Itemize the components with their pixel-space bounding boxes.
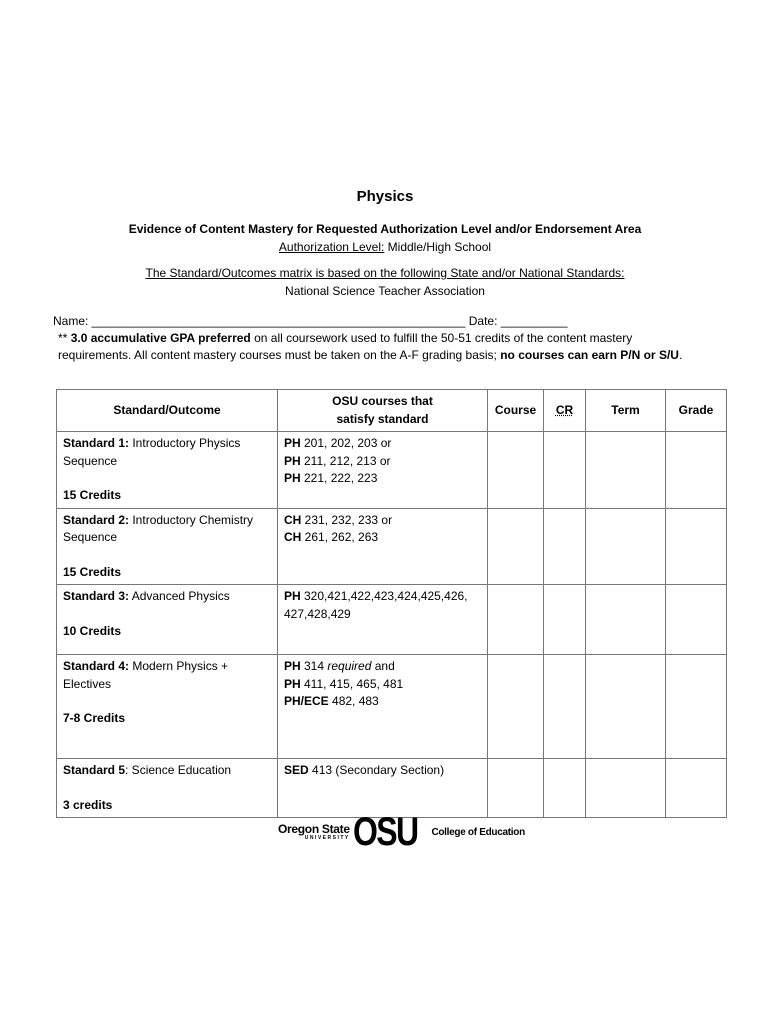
standards-organization: National Science Teacher Association: [285, 284, 485, 298]
osu-college-logo: [278, 812, 525, 852]
gpa-preferred: 3.0 accumulative GPA preferred: [70, 331, 251, 345]
required-note: required: [327, 659, 372, 673]
header-term: Term: [586, 390, 666, 432]
period: .: [678, 348, 683, 362]
course-numbers: 413 (Secondary Section): [308, 763, 445, 777]
course-numbers: 320,421,422,423,424,425,426, 427,428,429: [284, 589, 468, 621]
dept-code: PH: [284, 453, 301, 468]
standard-number: Standard 4:: [63, 659, 130, 673]
term-entry-cell[interactable]: [586, 585, 666, 655]
date-field[interactable]: __________: [497, 314, 568, 328]
course-numbers: 411, 415, 465, 481: [300, 676, 404, 691]
credits-label: 15 Credits: [63, 488, 122, 502]
authorization-label: Authorization Level:: [278, 240, 385, 254]
course-line: [284, 762, 481, 780]
gpa-prefix: **: [58, 331, 71, 345]
course-line: [284, 529, 481, 547]
name-label: Name:: [53, 314, 89, 328]
standard-cell: [57, 585, 278, 655]
course-entry-cell[interactable]: [488, 432, 544, 509]
course-line: [284, 435, 481, 453]
courses-cell: [278, 585, 488, 655]
logo-osu: OSU: [352, 810, 418, 854]
standard-cell: [57, 432, 278, 509]
course-entry-cell[interactable]: [488, 585, 544, 655]
course-line: [284, 512, 481, 530]
credits-label: 10 Credits: [63, 623, 122, 638]
cr-entry-cell[interactable]: [544, 432, 586, 509]
courses-cell: [278, 655, 488, 759]
header-course: Course: [488, 390, 544, 432]
standard-cell: [57, 508, 278, 585]
standard-title: Introductory Chemistry Sequence: [63, 512, 254, 544]
standard-title: Advanced Physics: [129, 589, 230, 603]
grade-entry-cell[interactable]: [666, 585, 727, 655]
course-numbers: 201, 202, 203 or: [300, 436, 392, 450]
standard-title: : Science Education: [125, 763, 232, 777]
gpa-note-line-1: [58, 331, 632, 345]
logo-wordmark: [278, 823, 350, 841]
header-grade: Grade: [666, 390, 727, 432]
course-numbers: 231, 232, 233 or: [301, 512, 393, 527]
cr-entry-cell[interactable]: [544, 655, 586, 759]
table-row: [57, 508, 727, 585]
dept-code: PH: [284, 676, 301, 691]
term-entry-cell[interactable]: [586, 432, 666, 509]
course-line: [284, 676, 481, 694]
dept-code: CH: [284, 530, 302, 544]
dept-code: PH: [284, 589, 301, 603]
standards-basis-line: The Standard/Outcomes matrix is based on the following State and/or National Standards:: [145, 266, 625, 280]
standard-cell: [57, 655, 278, 759]
standard-title: Modern Physics + Electives: [63, 659, 229, 691]
authorization-value: Middle/High School: [384, 240, 492, 254]
table-row: [57, 432, 727, 509]
standard-number: Standard 5: [63, 763, 126, 777]
header-osu-courses: [278, 390, 488, 432]
course-numbers: 482, 483: [328, 694, 379, 708]
credits-label: 7-8 Credits: [63, 711, 126, 725]
dept-code: PH: [284, 471, 301, 485]
course-line: [284, 588, 481, 623]
page-title: Physics: [356, 188, 414, 205]
term-entry-cell[interactable]: [586, 508, 666, 585]
course-numbers: 314: [300, 659, 328, 673]
standard-number: Standard 2:: [63, 512, 130, 527]
course-entry-cell[interactable]: [488, 655, 544, 759]
standard-number: Standard 1:: [63, 436, 130, 450]
table-row: [57, 655, 727, 759]
standards-matrix: [56, 389, 727, 818]
standard-cell: [57, 759, 278, 818]
gpa-text: on all coursework used to fulfill the 50-51 credits of the content mastery: [250, 331, 633, 345]
logo-oregon-state: Oregon State: [278, 822, 350, 836]
grade-entry-cell[interactable]: [666, 655, 727, 759]
cr-entry-cell[interactable]: [544, 759, 586, 818]
course-numbers: 221, 222, 223: [300, 471, 378, 485]
dept-code: CH: [284, 512, 302, 527]
header-osu-line2: satisfy standard: [336, 411, 429, 426]
term-entry-cell[interactable]: [586, 655, 666, 759]
cr-entry-cell[interactable]: [544, 585, 586, 655]
date-label: Date:: [465, 314, 498, 328]
grading-basis-text: requirements. All content mastery courses must be taken on the A-F grading basis;: [58, 348, 501, 362]
credits-label: 3 credits: [63, 797, 113, 812]
name-field[interactable]: ________________________________________________________: [88, 314, 466, 328]
logo-university: UNIVERSITY: [304, 835, 350, 841]
dept-code: SED: [284, 763, 309, 777]
logo-college-of-education: College of Education: [431, 826, 525, 838]
course-line: [284, 453, 481, 471]
evidence-heading: Evidence of Content Mastery for Requested Authorization Level and/or Endorsement Area: [128, 222, 642, 236]
dept-code: PH/ECE: [284, 694, 329, 708]
authorization-level: [0, 240, 770, 254]
course-numbers: 211, 212, 213 or: [300, 453, 391, 468]
grade-entry-cell[interactable]: [666, 759, 727, 818]
course-entry-cell[interactable]: [488, 759, 544, 818]
courses-cell: [278, 432, 488, 509]
gpa-note-line-2: [58, 348, 682, 362]
course-entry-cell[interactable]: [488, 508, 544, 585]
header-standard-outcome: Standard/Outcome: [57, 390, 278, 432]
standard-number: Standard 3:: [63, 589, 130, 603]
course-conjunction: and: [371, 659, 395, 673]
dept-code: PH: [284, 436, 301, 450]
term-entry-cell[interactable]: [586, 759, 666, 818]
course-numbers: 261, 262, 263: [301, 530, 379, 544]
courses-cell: [278, 759, 488, 818]
course-line: [284, 658, 481, 676]
table-row: [57, 585, 727, 655]
course-line: [284, 470, 481, 488]
name-date-line: [53, 314, 568, 328]
grade-entry-cell[interactable]: [666, 432, 727, 509]
credits-label: 15 Credits: [63, 564, 122, 579]
no-pn-warning: no courses can earn P/N or S/U: [500, 348, 679, 362]
dept-code: PH: [284, 659, 301, 673]
header-cr: [544, 390, 586, 432]
grade-entry-cell[interactable]: [666, 508, 727, 585]
cr-entry-cell[interactable]: [544, 508, 586, 585]
header-osu-line1: OSU courses that: [332, 394, 433, 408]
header-cr-label: CR: [555, 402, 574, 417]
course-line: [284, 693, 481, 711]
standard-title: Introductory Physics Sequence: [63, 436, 241, 468]
courses-cell: [278, 508, 488, 585]
table-row: [57, 759, 727, 818]
